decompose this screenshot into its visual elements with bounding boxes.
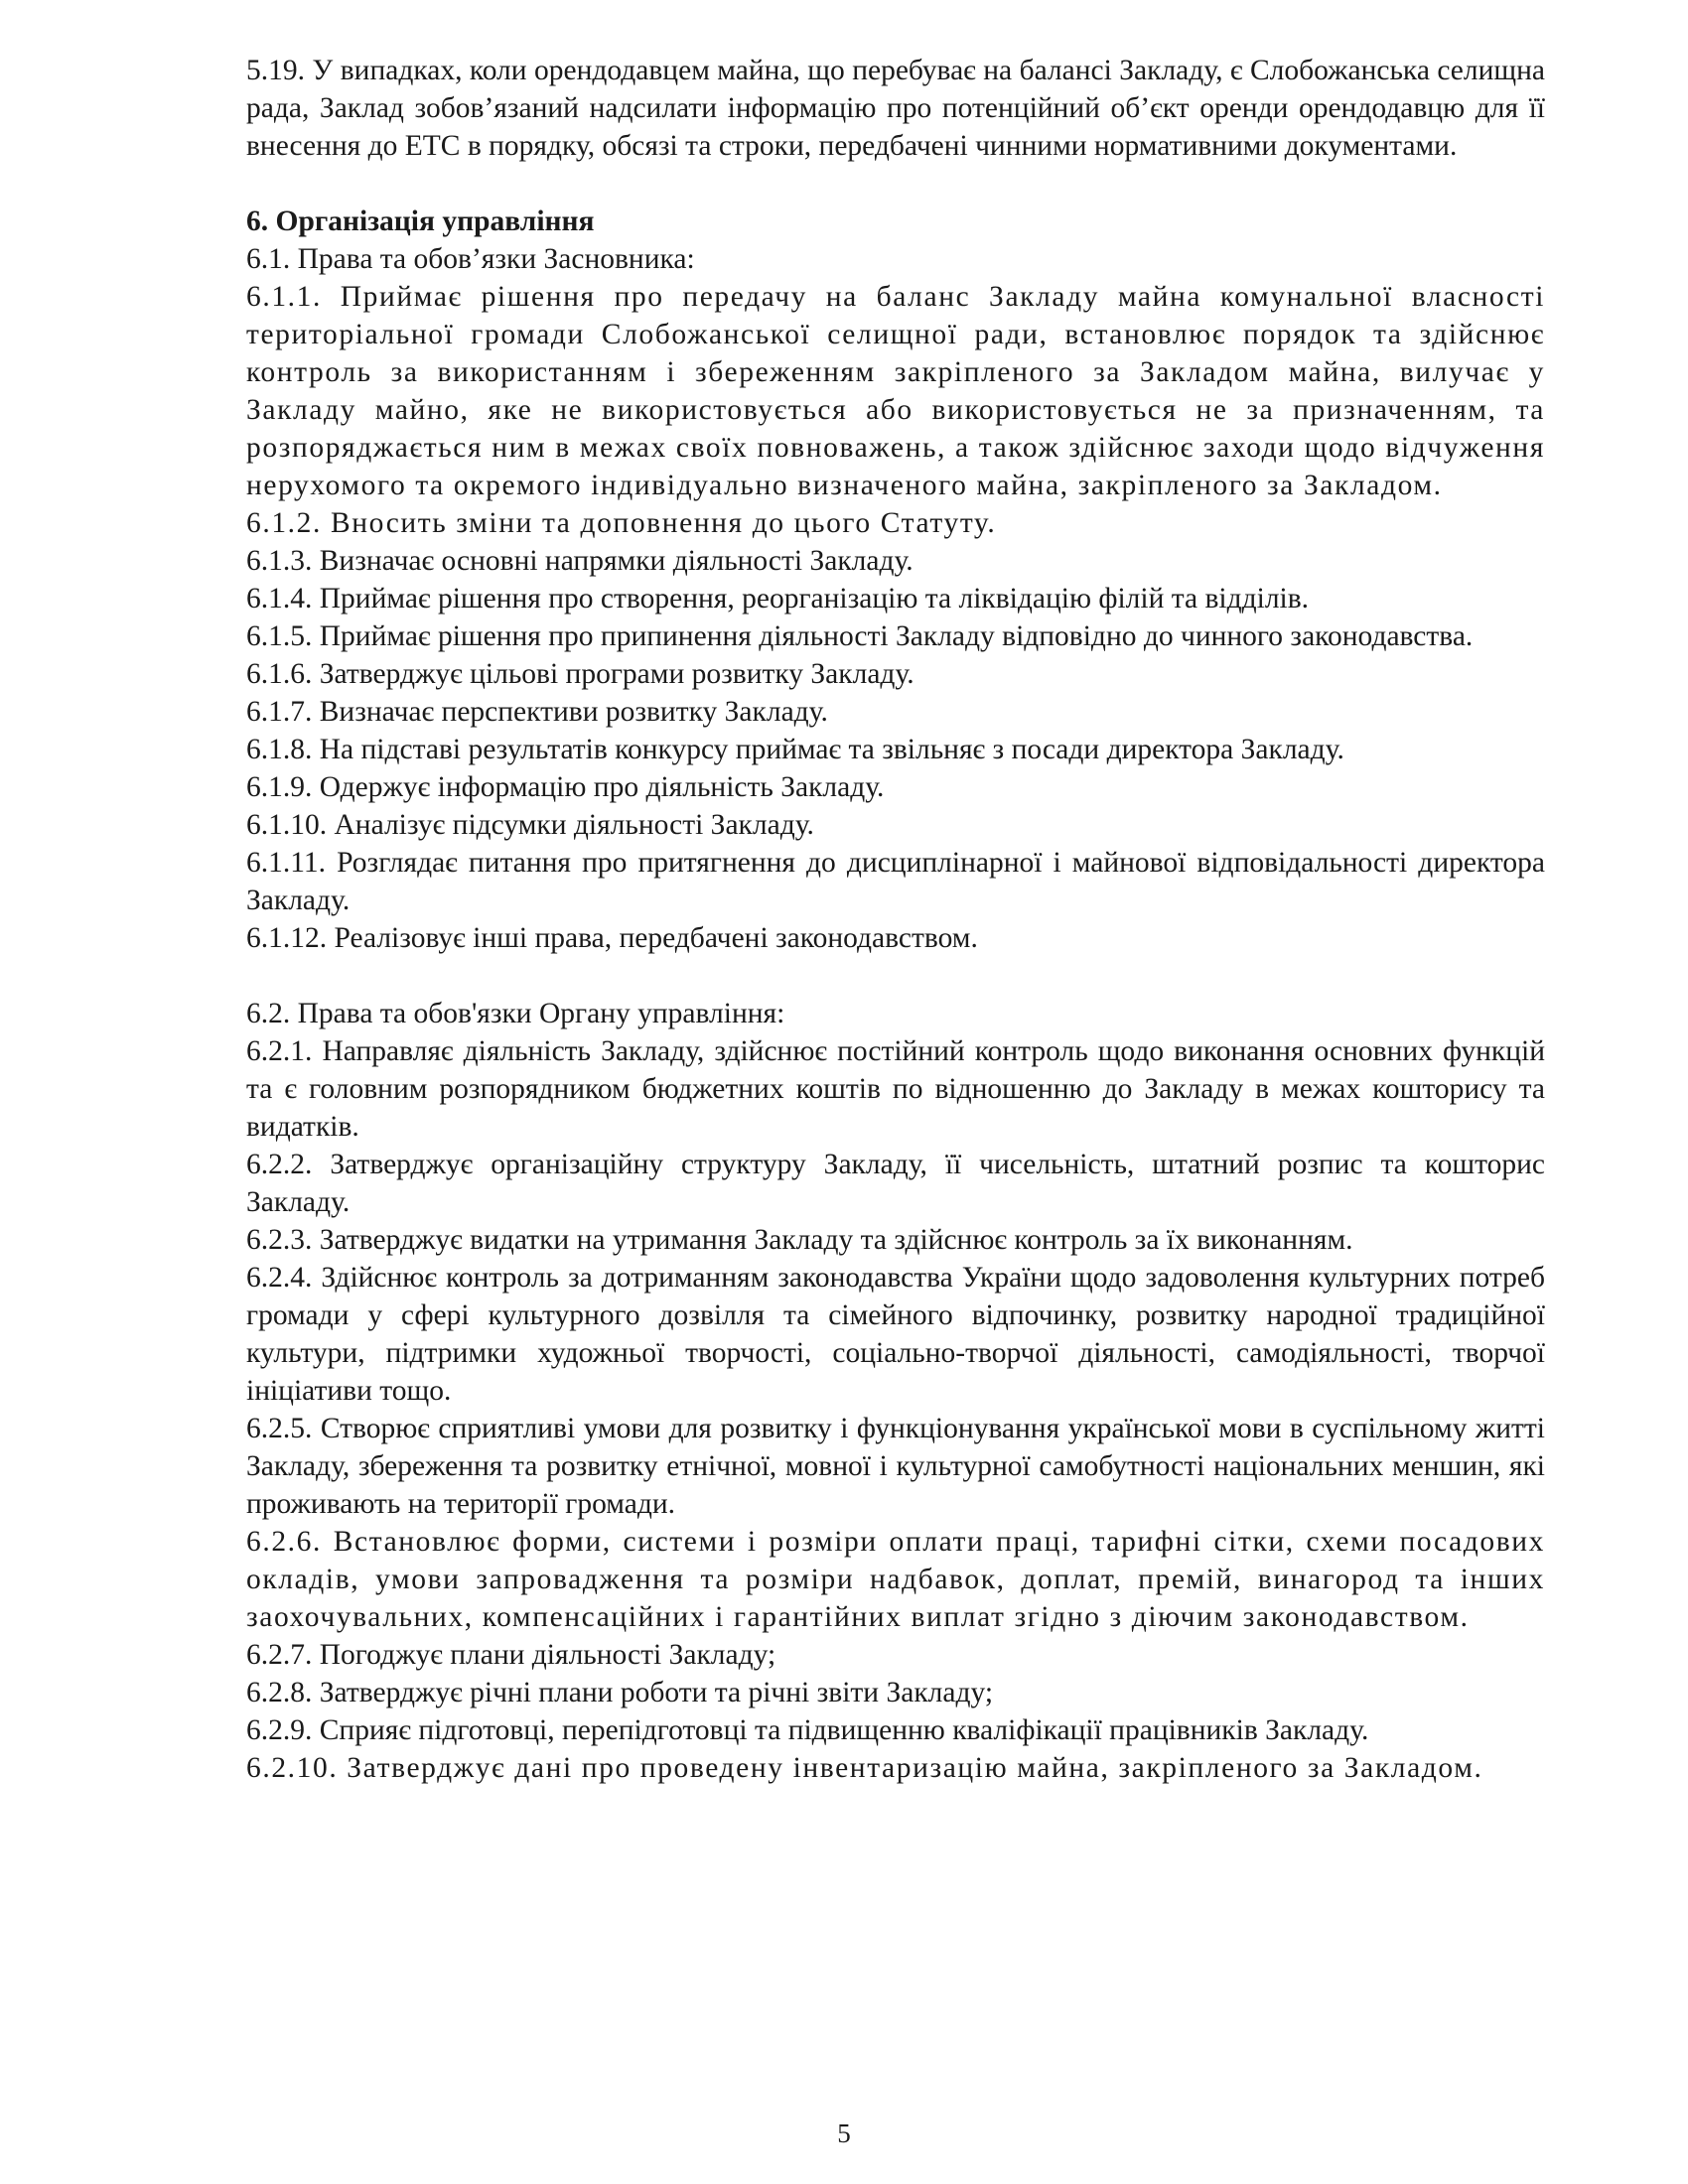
list-item-6-1-7: 6.1.7. Визначає перспективи розвитку Закладу. xyxy=(246,696,828,728)
page-number: 5 xyxy=(837,2118,851,2148)
list-item-6-2-9: 6.2.9. Сприяє підготовці, перепідготовці та підвищенню кваліфікації працівників Закладу. xyxy=(246,1714,1369,1746)
list-item-6-1-5: 6.1.5. Приймає рішення про припинення діяльності Закладу відповідно до чинного законодавства. xyxy=(246,620,1474,652)
list-item-6-2-6: 6.2.6. Встановлює форми, системи і розміри оплати праці, тарифні сітки, схеми посадових окладів, умови запровадження та розміри надбавок, доплат, премій, винагород та інших заохочувальних, компенсаційних і гарантійних виплат згідно з діючим законодавством. xyxy=(246,1526,1545,1633)
list-item-6-2-1: 6.2.1. Направляє діяльність Закладу, здійснює постійний контроль щодо виконання основних функцій та є головним розпорядником бюджетних коштів по відношенню до Закладу в межах кошторису та видатків. xyxy=(246,1035,1545,1143)
list-item-6-1-6: 6.1.6. Затверджує цільові програми розвитку Закладу. xyxy=(246,658,914,690)
list-item-6-1-10: 6.1.10. Аналізує підсумки діяльності Закладу. xyxy=(246,809,814,841)
list-item-6-2-4: 6.2.4. Здійснює контроль за дотриманням законодавства України щодо задоволення культурних потреб громади у сфері культурного дозвілля та сімейного відпочинку, розвитку народної традиційної культури, підтримки художньої творчості, соціально-творчої діяльності, самодіяльності, творчої ініціативи тощо. xyxy=(246,1262,1545,1407)
list-item-6-2-3: 6.2.3. Затверджує видатки на утримання Закладу та здійснює контроль за їх виконанням. xyxy=(246,1224,1353,1256)
list-item-6-2-10: 6.2.10. Затверджує дані про проведену інвентаризацію майна, закріпленого за Закладом. xyxy=(246,1752,1483,1784)
list-item-6-2-5: 6.2.5. Створює сприятливі умови для розвитку і функціонування української мови в суспільному житті Закладу, збереження та розвитку етнічної, мовної і культурної самобутності національних меншин, які проживають на території громади. xyxy=(246,1413,1545,1520)
paragraph-5-19: 5.19. У випадках, коли орендодавцем майна, що перебуває на балансі Закладу, є Слобожанська селищна рада, Заклад зобов’язаний надсилати інформацію про потенційний об’єкт оренди орендодавцю для її внесення до ЕТС в порядку, обсязі та строки, передбачені чинними нормативними документами. xyxy=(246,55,1545,162)
section-heading-6: 6. Організація управління xyxy=(246,205,595,237)
list-item-6-1-11: 6.1.11. Розглядає питання про притягнення до дисциплінарної і майнової відповідальності директора Закладу. xyxy=(246,847,1545,916)
list-item-6-1-1: 6.1.1. Приймає рішення про передачу на баланс Закладу майна комунальної власності територіальної громади Слобожанської селищної ради, встановлює порядок та здійснює контроль за використанням і збереженням закріпленого за Закладом майна, вилучає у Закладу майно, яке не використовується або використовується не за призначенням, та розпоряджається ним в межах своїх повноважень, а також здійснює заходи щодо відчуження нерухомого та окремого індивідуально визначеного майна, закріпленого за Закладом. xyxy=(246,281,1545,501)
spacer xyxy=(246,165,1545,203)
list-item-6-1-9: 6.1.9. Одержує інформацію про діяльність Закладу. xyxy=(246,771,885,803)
list-item-6-1-8: 6.1.8. На підставі результатів конкурсу приймає та звільняє з посади директора Закладу. xyxy=(246,734,1344,765)
list-item-6-2-2: 6.2.2. Затверджує організаційну структуру Закладу, її чисельність, штатний розпис та кошторис Закладу. xyxy=(246,1149,1545,1218)
list-item-6-1-12: 6.1.12. Реалізовує інші права, передбачені законодавством. xyxy=(246,922,978,954)
spacer xyxy=(246,957,1545,995)
list-item-6-1-4: 6.1.4. Приймає рішення про створення, реорганізацію та ліквідацію філій та відділів. xyxy=(246,583,1310,614)
list-item-6-2-8: 6.2.8. Затверджує річні плани роботи та річні звіти Закладу; xyxy=(246,1677,994,1708)
list-item-6-1-2: 6.1.2. Вносить зміни та доповнення до цього Статуту. xyxy=(246,507,997,539)
list-item-6-2-7: 6.2.7. Погоджує плани діяльності Закладу; xyxy=(246,1639,776,1671)
document-page xyxy=(246,52,1545,1787)
subsection-title-6-1: 6.1. Права та обов’язки Засновника: xyxy=(246,243,695,275)
list-item-6-1-3: 6.1.3. Визначає основні напрямки діяльності Закладу. xyxy=(246,545,914,577)
subsection-title-6-2: 6.2. Права та обов'язки Органу управління: xyxy=(246,998,785,1029)
